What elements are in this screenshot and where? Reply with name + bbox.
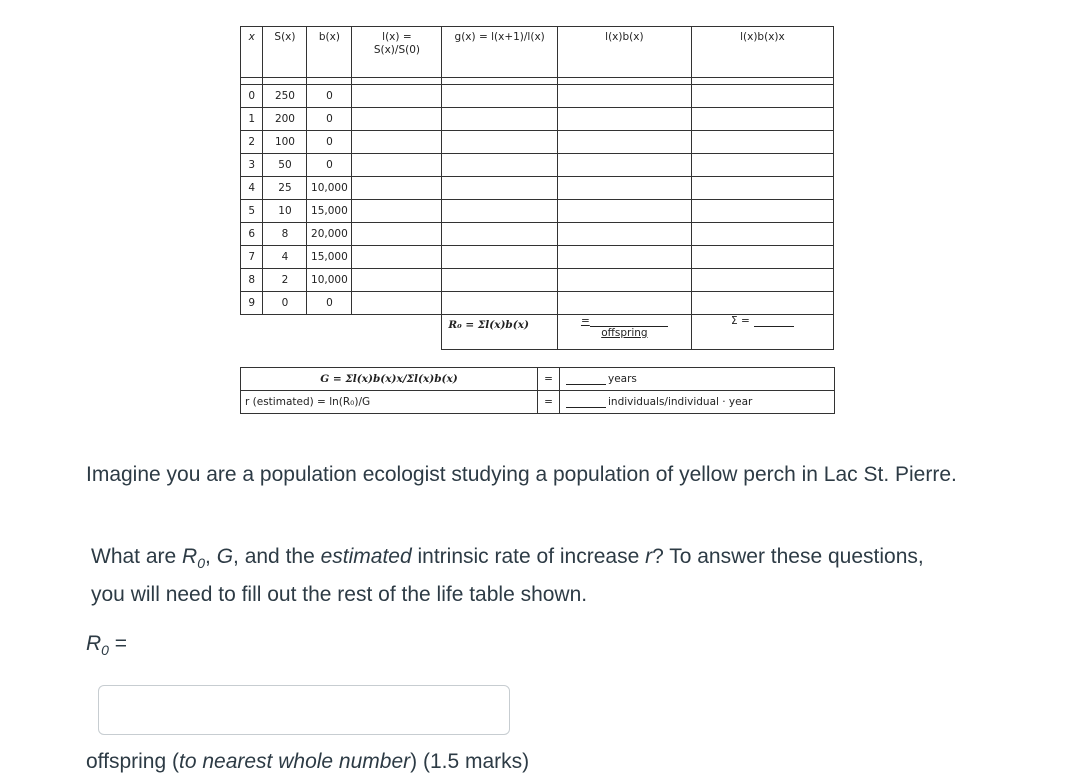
sum-cell: Σ =	[691, 315, 833, 350]
table-row: 3 50 0	[241, 154, 834, 177]
spacer-row	[241, 78, 834, 85]
table-row: 0 250 0	[241, 85, 834, 108]
r-formula: r (estimated) = ln(R₀)/G	[241, 391, 538, 414]
unit-hint: offspring (to nearest whole number) (1.5 marks)	[86, 750, 530, 773]
r-row: r (estimated) = ln(R₀)/G = individuals/individual · year	[241, 391, 835, 414]
g-result-cell: years	[560, 368, 835, 391]
header-x: x	[241, 27, 263, 78]
table-row: 9 0 0	[241, 292, 834, 315]
table-row: 2 100 0	[241, 131, 834, 154]
table-row: 6 8 20,000	[241, 223, 834, 246]
g-row: G = Σl(x)b(x)x/Σl(x)b(x) = years	[241, 368, 835, 391]
g-formula: G = Σl(x)b(x)x/Σl(x)b(x)	[241, 368, 538, 391]
ro-answer-input[interactable]	[98, 685, 510, 735]
ro-row	[241, 315, 834, 350]
r-result-cell: individuals/individual · year	[560, 391, 835, 414]
life-table	[240, 26, 834, 350]
header-gx: g(x) = l(x+1)/l(x)	[442, 27, 558, 78]
answer-label: $R_0$ =	[86, 632, 128, 659]
g-r-table	[240, 367, 835, 414]
header-lx: l(x) = S(x)/S(0)	[352, 27, 442, 78]
header-lxbx: l(x)b(x)	[557, 27, 691, 78]
header-row	[241, 27, 834, 78]
ro-formula: R₀ = Σl(x)b(x)	[442, 315, 558, 350]
header-bx: b(x)	[307, 27, 352, 78]
header-lxbxx: l(x)b(x)x	[691, 27, 833, 78]
question-intro: Imagine you are a population ecologist studying a population of yellow perch in Lac St. Pierre.	[86, 463, 957, 486]
table-row: 4 25 10,000	[241, 177, 834, 200]
table-row: 1 200 0	[241, 108, 834, 131]
ro-result-cell: = offspring	[557, 315, 691, 350]
table-row: 7 4 15,000	[241, 246, 834, 269]
table-row: 8 2 10,000	[241, 269, 834, 292]
table-row: 5 10 15,000	[241, 200, 834, 223]
header-sx: S(x)	[263, 27, 307, 78]
question-text: What are $R_0$, G, and the estimated intrinsic rate of increase r? To answer these questions, you will need to fill out the rest of the life table shown.	[91, 545, 924, 607]
